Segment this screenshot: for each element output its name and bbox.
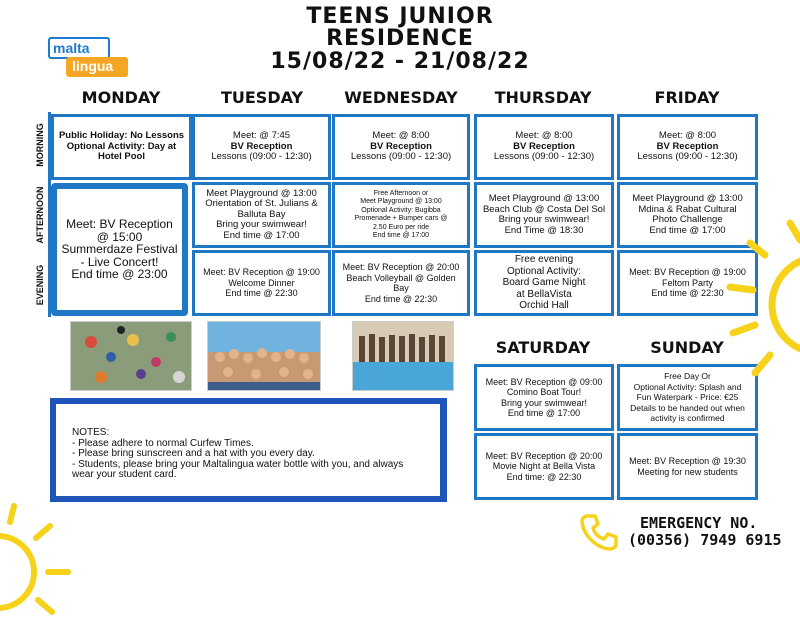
title-dates: 15/08/22 - 21/08/22 bbox=[270, 49, 530, 74]
tuesday-evening-cell: Meet: BV Reception @ 19:00 Welcome Dinner End time @ 22:30 bbox=[192, 250, 331, 316]
friday-morning-cell: Meet: @ 8:00 BV Reception Lessons (09:00 - 12:30) bbox=[617, 114, 758, 180]
notes-box bbox=[50, 398, 447, 502]
friday-afternoon-cell: Meet Playground @ 13:00 Mdina & Rabat Cultural Photo Challenge End time @ 17:00 bbox=[617, 182, 758, 248]
notes-line: - Please adhere to normal Curfew Times. bbox=[72, 437, 254, 449]
sun-icon-left bbox=[0, 500, 85, 618]
emergency-block bbox=[628, 515, 782, 549]
saturday-evening-cell: Meet: BV Reception @ 20:00 Movie Night at Bella Vista End time: @ 22:30 bbox=[474, 433, 614, 500]
side-label-morning: MORNING bbox=[35, 123, 45, 167]
day-saturday: SATURDAY bbox=[495, 338, 591, 357]
tuesday-afternoon-cell: Meet Playground @ 13:00 Orientation of St. Julians & Balluta Bay Bring your swimwear! End time @ 17:00 bbox=[192, 182, 331, 248]
photo-beach-group bbox=[207, 321, 321, 391]
wednesday-evening-cell: Meet: BV Reception @ 20:00 Beach Volleyball @ Golden Bay End time @ 22:30 bbox=[332, 250, 470, 316]
maltalingua-logo bbox=[48, 37, 130, 77]
sunday-evening-cell: Meet: BV Reception @ 19:30 Meeting for new students bbox=[617, 433, 758, 500]
tuesday-morning-cell: Meet: @ 7:45 BV Reception Lessons (09:00 - 12:30) bbox=[192, 114, 331, 180]
wednesday-afternoon-cell: Free Afternoon or Meet Playground @ 13:00 Optional Activity: Bugibba Promenade + Bumper cars @ 2.50 Euro per ride End time @ 17:00 bbox=[332, 182, 470, 248]
notes-line: - Please bring sunscreen and a hat with you every day. bbox=[72, 448, 315, 459]
monday-afternoon-evening-cell: Meet: BV Reception @ 15:00 Summerdaze Festival - Live Concert! End time @ 23:00 bbox=[51, 183, 188, 316]
photo-pool-group bbox=[352, 321, 454, 391]
sunday-day-cell: Free Day Or Optional Activity: Splash and Fun Waterpark - Price: €25 Details to be handed out when activity is confirmed bbox=[617, 364, 758, 431]
logo-top: malta bbox=[48, 37, 110, 59]
emergency-number: (00356) 7949 6915 bbox=[628, 531, 782, 549]
friday-evening-cell: Meet: BV Reception @ 19:00 Feltom Party End time @ 22:30 bbox=[617, 250, 758, 316]
monday-morning-cell: Public Holiday: No Lessons Optional Activity: Day at Hotel Pool bbox=[51, 114, 192, 180]
side-label-evening: EVENING bbox=[35, 264, 45, 306]
thursday-afternoon-cell: Meet Playground @ 13:00 Beach Club @ Costa Del Sol Bring your swimwear! End Time @ 18:30 bbox=[474, 182, 614, 248]
day-tuesday: TUESDAY bbox=[220, 88, 304, 107]
side-label-afternoon: AFTERNOON bbox=[35, 186, 45, 244]
title-line-1: TEENS JUNIOR bbox=[306, 4, 494, 29]
day-wednesday: WEDNESDAY bbox=[344, 88, 458, 107]
saturday-day-cell: Meet: BV Reception @ 09:00 Comino Boat Tour! Bring your swimwear! End time @ 17:00 bbox=[474, 364, 614, 431]
notes-line: - Students, please bring your Maltalingua water bottle with you, and always bbox=[72, 458, 404, 470]
thursday-morning-cell: Meet: @ 8:00 BV Reception Lessons (09:00 - 12:30) bbox=[474, 114, 614, 180]
photo-concert-crowd bbox=[70, 321, 192, 391]
emergency-label: EMERGENCY NO. bbox=[640, 514, 758, 532]
day-sunday: SUNDAY bbox=[650, 338, 724, 357]
day-thursday: THURSDAY bbox=[494, 88, 592, 107]
logo-bottom: lingua bbox=[66, 57, 128, 77]
phone-icon bbox=[580, 513, 618, 551]
day-friday: FRIDAY bbox=[654, 88, 720, 107]
thursday-evening-cell: Free evening Optional Activity: Board Game Night at BellaVista Orchid Hall bbox=[474, 250, 614, 316]
day-monday: MONDAY bbox=[81, 88, 161, 107]
title-line-2: RESIDENCE bbox=[326, 26, 474, 51]
notes-heading: NOTES: bbox=[72, 427, 110, 438]
notes-line: wear your student card. bbox=[72, 469, 177, 480]
wednesday-morning-cell: Meet: @ 8:00 BV Reception Lessons (09:00 - 12:30) bbox=[332, 114, 470, 180]
sun-icon-right bbox=[705, 215, 800, 385]
